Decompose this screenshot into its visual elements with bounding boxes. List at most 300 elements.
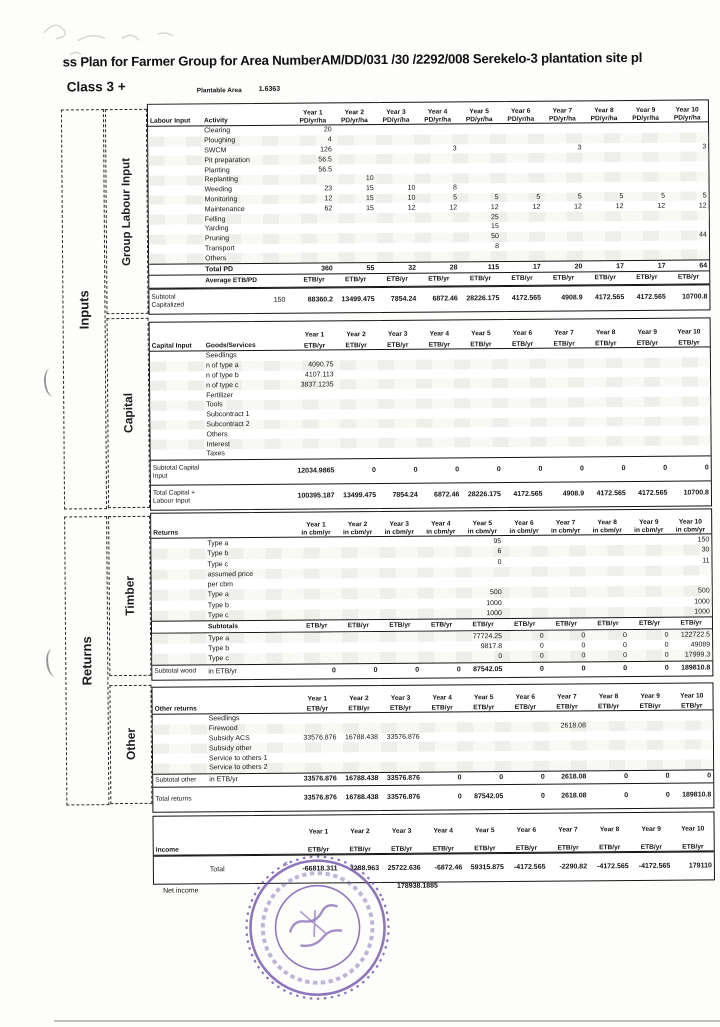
value-cell: 0 <box>623 642 627 650</box>
value-cell: 10 <box>365 175 374 183</box>
unit-label: ETB/yr <box>470 340 492 348</box>
value-cell: 5 <box>494 194 499 202</box>
value-cell: 12 <box>490 203 499 211</box>
year-label: Year 5 <box>469 108 489 116</box>
value-cell: 15 <box>366 204 374 212</box>
value-cell: -6872.46 <box>434 863 463 872</box>
value-cell: 33576.876 <box>303 734 337 742</box>
value-cell: 0 <box>331 666 336 675</box>
other-returns-table <box>151 682 714 812</box>
year-header <box>502 330 544 348</box>
row-label: n of type c <box>206 381 239 390</box>
unit-label: PD/yr/ha <box>424 116 452 124</box>
value-cell: 0 <box>665 772 670 780</box>
value-cell: 9817.8 <box>480 642 503 651</box>
value-cell: 33576.876 <box>386 774 421 782</box>
row-corner-label: Total returns <box>155 795 192 803</box>
value-cell: 17 <box>532 263 541 271</box>
group-labour-input-table <box>147 99 711 314</box>
value-cell: 8 <box>495 243 500 251</box>
row-corner-label: Subtotal other <box>155 776 197 784</box>
year-label: Year 7 <box>552 107 573 115</box>
unit-label: ETB/yr <box>514 703 537 711</box>
value-cell: 0 <box>456 666 461 674</box>
value-cell: 189810.8 <box>681 664 711 672</box>
unit-label: PD/yr/ha <box>590 114 618 122</box>
value-cell: 0 <box>624 791 629 799</box>
value-cell: 12 <box>698 202 707 210</box>
unit-label: ETB/yr <box>553 340 575 348</box>
year-header <box>334 109 376 124</box>
year-header <box>377 331 419 349</box>
year-header <box>546 694 588 711</box>
year-header <box>420 521 462 536</box>
unit-label: ETB/yr <box>307 846 330 854</box>
unit-label: PD/yr/ha <box>507 115 535 123</box>
value-cell: 7854.24 <box>392 491 418 499</box>
row-label: Type a <box>207 540 229 548</box>
value-cell: 5 <box>619 193 624 201</box>
value-cell: ETB/yr <box>597 619 619 628</box>
value-cell: 59315.875 <box>470 863 504 871</box>
row-label: in ETB/yr <box>208 667 238 675</box>
unit-label: ETB/yr <box>306 705 329 713</box>
value-cell: 5 <box>453 194 458 202</box>
year-label: Year 4 <box>433 827 453 835</box>
section-capital <box>107 318 150 508</box>
value-cell: 17999.3 <box>684 651 711 659</box>
year-label: Year 7 <box>555 519 576 527</box>
value-cell: 126 <box>320 146 332 154</box>
value-cell: 11 <box>702 556 710 565</box>
year-label: Year 9 <box>640 693 660 701</box>
year-header <box>630 826 672 851</box>
unit-label: ETB/yr <box>345 341 367 349</box>
value-cell: 33576.876 <box>303 775 337 783</box>
row-label: Fertilizer <box>206 391 234 400</box>
value-cell: 4107.113 <box>304 371 334 379</box>
value-cell: 4172.565 <box>594 294 625 302</box>
row-label <box>207 798 297 800</box>
year-label: Year 4 <box>432 694 452 702</box>
value-cell: 0 <box>539 642 544 650</box>
capital-input-table <box>149 317 712 510</box>
value-cell: 4908.9 <box>561 294 583 302</box>
year-header <box>505 694 547 711</box>
value-cell: 0 <box>499 773 504 781</box>
value-cell: ETB/yr <box>389 621 411 629</box>
unit-label: ETB/yr <box>595 339 617 347</box>
unit-label: ETB/yr <box>389 704 412 712</box>
section-returns-label: Returns <box>79 636 95 686</box>
value-cell: 0 <box>664 664 669 672</box>
year-header <box>585 329 627 347</box>
row-label: Felling <box>204 215 226 224</box>
unit-label: PD/yr/ha <box>299 117 327 125</box>
row-label: Type b <box>207 550 229 558</box>
row-label: Maintenance <box>204 205 245 214</box>
value-cell: 3 <box>702 143 707 151</box>
row-label: Planting <box>204 166 230 175</box>
value-cell: 0 <box>704 464 709 472</box>
value-cell: 0 <box>455 466 460 474</box>
unit-label: ETB/yr <box>349 845 371 853</box>
row-label: Total PD <box>205 265 234 273</box>
unit-label: in cbm/yr <box>675 526 706 534</box>
value-cell: 56.5 <box>318 156 332 164</box>
year-header <box>503 520 545 535</box>
year-label: Year 10 <box>675 106 699 114</box>
row-label: Ploughing <box>204 137 236 145</box>
value-cell: 150 <box>697 536 710 544</box>
row-label: per cbm <box>207 581 233 589</box>
year-label: Year 6 <box>516 827 537 835</box>
value-cell: 500 <box>490 589 502 597</box>
year-label: Year 2 <box>344 109 365 117</box>
page-title: ss Plan for Farmer Group for Area NumberAM/DD/031 /30 /2292/008 Serekelo-3 plantation site pl <box>62 49 643 70</box>
row-label: Total <box>209 865 225 873</box>
value-cell: 0 <box>415 666 420 674</box>
year-label: Year 6 <box>512 330 533 338</box>
section-other-label: Other <box>123 728 139 761</box>
margin-mark <box>43 368 61 398</box>
value-cell: 0 <box>580 465 584 473</box>
row-label: Weeding <box>204 186 233 194</box>
value-cell: 77724.25 <box>472 632 503 640</box>
year-header <box>295 522 337 537</box>
value-cell: 0 <box>663 464 668 472</box>
value-cell: 4172.565 <box>513 490 543 498</box>
value-cell: 16788.438 <box>344 734 379 742</box>
year-header <box>294 332 336 350</box>
year-label: Year 5 <box>471 330 491 338</box>
value-cell: ETB/yr <box>555 620 578 628</box>
value-cell: 122722.5 <box>680 631 711 639</box>
value-cell: 0 <box>538 465 543 473</box>
year-header <box>670 519 712 534</box>
value-cell: ETB/yr <box>594 274 616 282</box>
value-cell: 1000 <box>486 599 502 607</box>
value-cell: ETB/yr <box>472 620 494 629</box>
row-label: Monitoring <box>204 196 238 204</box>
value-cell: 5 <box>661 192 666 200</box>
value-cell: 62 <box>324 205 333 213</box>
year-header <box>589 826 631 851</box>
value-cell: ETB/yr <box>306 622 328 630</box>
row-label: Tools <box>206 401 223 409</box>
year-header <box>464 827 506 852</box>
year-header <box>588 693 630 710</box>
value-cell: 88360.2 <box>307 296 334 304</box>
value-cell: 64 <box>699 262 708 270</box>
value-cell: 28226.175 <box>466 295 500 303</box>
value-cell: 6 <box>497 548 502 556</box>
year-label: Year 1 <box>308 828 329 836</box>
unit-label: in cbm/yr <box>426 528 456 536</box>
row-label: Replanting <box>204 176 238 184</box>
year-label: Year 1 <box>304 331 325 339</box>
year-label: Year 5 <box>472 520 493 528</box>
value-cell: 12034.9865 <box>297 467 335 475</box>
section-group-labour-input <box>105 109 149 314</box>
column-label: Activity <box>203 117 228 125</box>
value-cell: ETB/yr <box>469 275 492 283</box>
section-inputs <box>61 109 107 509</box>
scan-edge-line <box>54 1020 720 1022</box>
value-cell: 0 <box>539 652 544 660</box>
value-cell: 28 <box>449 264 458 272</box>
value-cell: 50 <box>491 233 499 241</box>
value-cell: 15 <box>365 195 374 203</box>
year-header <box>421 695 463 712</box>
year-label: Year 8 <box>599 826 620 834</box>
unit-label: ETB/yr <box>474 844 496 852</box>
value-cell: 12 <box>574 203 582 211</box>
year-label: Year 2 <box>349 695 369 703</box>
value-cell: 87542.05 <box>473 665 503 673</box>
value-cell: 500 <box>697 587 710 595</box>
value-cell: 15 <box>365 185 374 193</box>
value-cell: 6872.46 <box>432 295 458 303</box>
value-cell: 6872.46 <box>434 491 460 499</box>
year-label: Year 2 <box>347 521 368 529</box>
value-cell: ETB/yr <box>638 619 661 627</box>
plantable-area-value: 1.6363 <box>258 85 281 93</box>
value-cell: 4172.565 <box>596 489 626 498</box>
value-cell: 179110 <box>688 861 712 870</box>
value-cell: 16788.438 <box>345 774 379 783</box>
section-group-labour-label: Group Labour Input <box>120 157 134 266</box>
value-cell: 5 <box>702 192 707 200</box>
stamp-star-symbol: * <box>281 857 292 874</box>
year-label: Year 4 <box>429 330 450 338</box>
unit-label: in cbm/yr <box>301 529 331 537</box>
year-label: Year 8 <box>598 693 619 701</box>
table-corner-label: Income <box>155 846 179 854</box>
row-label: SWCM <box>204 147 227 155</box>
unit-label: ETB/yr <box>428 341 451 349</box>
value-cell: 5 <box>536 193 541 201</box>
table-corner-label: Other returns <box>154 705 197 713</box>
year-header <box>375 109 417 124</box>
unit-label: ETB/yr <box>678 339 700 347</box>
year-header <box>628 519 670 534</box>
value-cell: 25 <box>490 213 499 221</box>
value-cell: 0 <box>581 665 586 673</box>
row-label: Service to others 1 <box>208 754 268 763</box>
year-label: Year 9 <box>639 519 659 527</box>
value-cell: 8 <box>453 184 457 192</box>
value-cell: -4172.565 <box>597 862 629 870</box>
value-cell: 12 <box>449 204 458 212</box>
unit-label: PD/yr/ha <box>465 115 493 123</box>
row-label: Subtotals <box>207 622 239 631</box>
row-label: Subsidy other <box>208 744 252 753</box>
value-cell: 0 <box>373 666 378 674</box>
row-label: Yarding <box>204 225 229 233</box>
year-header <box>671 693 713 710</box>
unit-label: ETB/yr <box>431 704 453 712</box>
year-label: Year 3 <box>390 695 411 703</box>
value-cell: 189810.8 <box>682 791 712 799</box>
unit-label: in cbm/yr <box>384 528 414 536</box>
value-cell: 0 <box>664 641 669 649</box>
value-cell: -4172.565 <box>513 863 546 871</box>
table-header-row <box>150 318 710 351</box>
section-returns <box>64 516 109 805</box>
value-cell: 0 <box>581 642 586 650</box>
section-inputs-label: Inputs <box>76 289 92 329</box>
value-cell: 49089 <box>690 641 711 649</box>
row-corner-label: Subtotal Capital Input <box>152 463 200 480</box>
section-capital-label: Capital <box>121 392 136 434</box>
year-label: Year 4 <box>431 520 451 528</box>
table-corner-label: Capital Input <box>151 342 192 350</box>
row-label: Type b <box>207 601 229 610</box>
year-header <box>418 331 460 349</box>
year-header <box>417 109 459 124</box>
unit-label: PD/yr/ha <box>548 115 576 123</box>
year-header <box>626 329 668 347</box>
unit-label: in cbm/yr <box>550 527 581 535</box>
value-cell: 56.5 <box>318 166 333 174</box>
year-label: Year 3 <box>386 109 406 117</box>
row-label: 150 <box>273 296 286 304</box>
value-cell: 33576.876 <box>386 733 420 742</box>
unit-label: ETB/yr <box>391 845 413 853</box>
year-label: Year 8 <box>595 329 616 337</box>
unit-label: ETB/yr <box>432 845 454 853</box>
unit-label: ETB/yr <box>682 843 704 851</box>
year-header <box>378 521 420 536</box>
unit-label: ETB/yr <box>597 702 620 710</box>
unit-label: in cbm/yr <box>467 527 498 535</box>
row-label: Type a <box>208 634 230 642</box>
row-label: Service to others 2 <box>209 764 268 772</box>
unit-label: in cbm/yr <box>592 526 622 534</box>
year-header <box>583 107 625 122</box>
unit-label: PD/yr/ha <box>340 116 368 124</box>
value-cell: 0 <box>413 466 418 474</box>
value-cell: 44 <box>699 231 707 239</box>
value-cell: 87542.05 <box>474 792 504 801</box>
value-cell: 0 <box>539 665 544 673</box>
year-label: Year 1 <box>306 521 326 529</box>
table-corner-label: Returns <box>153 529 179 537</box>
value-cell: 28226.175 <box>467 490 501 499</box>
value-cell: 13499.475 <box>341 296 375 304</box>
year-header <box>543 330 585 348</box>
value-cell: 0 <box>498 653 503 661</box>
year-header <box>666 107 708 122</box>
row-corner-label <box>154 869 208 870</box>
value-cell: 95 <box>493 538 502 546</box>
year-label: Year 3 <box>389 521 409 529</box>
row-corner-label <box>149 281 203 282</box>
value-cell: 115 <box>487 263 500 271</box>
value-cell: 12 <box>324 195 333 203</box>
value-cell: ETB/yr <box>680 619 702 627</box>
row-label: Type a <box>207 591 229 599</box>
value-cell: 12 <box>615 202 624 210</box>
table-row <box>149 284 709 313</box>
net-income-label: Net income <box>163 887 199 895</box>
value-cell: 10 <box>407 194 416 202</box>
value-cell: 0 <box>624 772 629 780</box>
year-header <box>547 827 589 852</box>
value-cell: ETB/yr <box>303 276 325 284</box>
unit-label: ETB/yr <box>303 342 326 350</box>
row-label: Subcontract 1 <box>206 411 250 419</box>
value-cell: ETB/yr <box>552 274 575 282</box>
row-label: Taxes <box>206 450 225 458</box>
value-cell: 20 <box>574 263 583 271</box>
year-label: Year 6 <box>510 108 531 116</box>
value-cell: 30 <box>701 546 710 554</box>
year-header <box>338 695 380 712</box>
value-cell: 4172.565 <box>636 293 666 302</box>
value-cell: 12 <box>532 203 541 211</box>
year-header <box>460 330 502 348</box>
plantable-area-label: Plantable Area <box>196 87 242 95</box>
value-cell: -66818.311 <box>302 864 338 873</box>
row-label: Type c <box>208 655 229 663</box>
value-cell: 5 <box>577 193 582 201</box>
value-cell: -4172.565 <box>638 862 671 870</box>
year-label: Year 7 <box>554 329 574 337</box>
value-cell: 4172.565 <box>638 489 668 497</box>
timber-returns-table <box>150 508 713 680</box>
unit-label: PD/yr/ha <box>673 114 701 122</box>
section-timber <box>108 516 151 676</box>
unit-label: ETB/yr <box>511 340 534 348</box>
year-label: Year 8 <box>594 107 614 115</box>
value-cell: 0 <box>664 631 669 639</box>
year-label: Year 9 <box>637 329 658 337</box>
year-header <box>500 108 542 123</box>
year-label: Year 1 <box>303 109 323 117</box>
value-cell: 100395.187 <box>297 492 335 500</box>
row-label: n of type b <box>205 372 239 380</box>
row-label: Type c <box>207 612 229 620</box>
row-label: Pit preparation <box>204 156 250 165</box>
year-label: Year 6 <box>514 520 534 528</box>
table-row <box>153 782 713 811</box>
value-cell: 0 <box>539 632 544 640</box>
value-cell: 32 <box>408 264 417 272</box>
official-stamp <box>229 850 408 1009</box>
value-cell: 3288.963 <box>349 864 380 872</box>
year-label: Year 5 <box>475 827 495 835</box>
row-label: Others <box>205 255 227 263</box>
row-label: Seedlings <box>208 715 240 723</box>
table-row <box>151 480 711 509</box>
year-label: Year 10 <box>681 825 705 833</box>
value-cell: 7854.24 <box>390 295 417 303</box>
unit-label: in cbm/yr <box>509 527 539 535</box>
value-cell: 360 <box>321 264 333 273</box>
value-cell: 0 <box>497 558 502 566</box>
year-header <box>380 695 422 712</box>
year-header <box>586 519 628 534</box>
year-label: Year 10 <box>680 692 704 700</box>
row-label: Subsidy ACS <box>208 735 250 743</box>
year-label: Year 10 <box>678 518 702 526</box>
value-cell: 33576.876 <box>303 794 337 802</box>
value-cell: 3837.1235 <box>300 381 334 389</box>
year-header <box>297 696 339 713</box>
net-income-value: 178938.1885 <box>397 882 438 890</box>
